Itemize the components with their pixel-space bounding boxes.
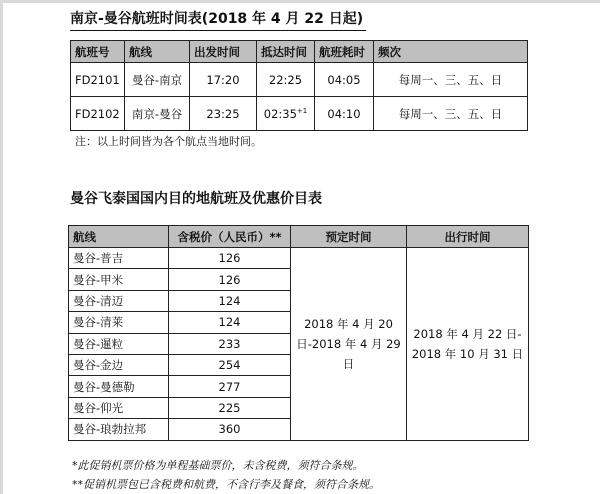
footnote-single: *此促销机票价格为单程基础票价，未含税费，须符合条规。 (72, 459, 364, 472)
header-duration: 航班耗时 (315, 41, 374, 63)
route: 曼谷-曼德勒 (69, 376, 169, 397)
duration: 04:10 (315, 97, 374, 131)
route: 曼谷-清迈 (69, 290, 169, 311)
route: 曼谷-普吉 (69, 248, 169, 269)
header-flight-no: 航班号 (71, 41, 125, 63)
arrival-time-value: 02:35 (263, 106, 297, 121)
flight-no: FD2101 (71, 63, 125, 97)
table-row (71, 97, 528, 131)
price-table (68, 225, 529, 441)
price: 277 (169, 376, 291, 397)
route: 曼谷-甲米 (69, 269, 169, 290)
footnote-double: **促销机票包已含税费和航费，不含行李及餐食，须符合条规。 (72, 478, 380, 491)
route: 南京-曼谷 (125, 97, 190, 131)
booking-period-line: 日-2018 年 4 月 29 (296, 336, 401, 351)
frequency: 每周一、三、五、日 (374, 63, 528, 97)
route: 曼谷-金边 (69, 354, 169, 375)
price: 126 (169, 269, 291, 290)
header-travel-period: 出行时间 (407, 226, 529, 248)
price: 360 (169, 419, 291, 440)
route: 曼谷-琅勃拉邦 (69, 419, 169, 440)
header-booking-period: 预定时间 (291, 226, 407, 248)
travel-period-line: 2018 年 10 月 31 日 (411, 346, 524, 361)
price: 254 (169, 354, 291, 375)
page-frame-left (0, 0, 3, 494)
header-departure: 出发时间 (190, 41, 257, 63)
booking-period (291, 248, 407, 441)
flight-no: FD2102 (71, 97, 125, 131)
price: 124 (169, 290, 291, 311)
travel-period (407, 248, 529, 441)
day-offset: +1 (296, 106, 308, 115)
price: 124 (169, 312, 291, 333)
route: 曼谷-清莱 (69, 312, 169, 333)
price: 233 (169, 333, 291, 354)
departure-time: 17:20 (190, 63, 257, 97)
route: 曼谷-仰光 (69, 397, 169, 418)
travel-period-line: 2018 年 4 月 22 日- (413, 326, 522, 341)
arrival-time-value: 22:25 (268, 72, 303, 87)
route: 曼谷-南京 (125, 63, 190, 97)
frequency: 每周一、三、五、日 (374, 97, 528, 131)
schedule-table (70, 40, 528, 131)
header-route: 航线 (125, 41, 190, 63)
booking-period-line: 2018 年 4 月 20 (304, 316, 393, 331)
price: 225 (169, 397, 291, 418)
arrival-time (257, 63, 315, 97)
departure-time: 23:25 (190, 97, 257, 131)
route: 曼谷-暹粒 (69, 333, 169, 354)
time-note: 注：以上时间皆为各个航点当地时间。 (75, 135, 262, 148)
booking-period-line: 日 (342, 356, 355, 371)
header-frequency: 频次 (374, 41, 528, 63)
schedule-header-row (71, 41, 528, 63)
header-price: 含税价（人民币）** (169, 226, 291, 248)
header-arrival: 抵达时间 (257, 41, 315, 63)
table-row (69, 248, 529, 269)
table-row (71, 63, 528, 97)
header-route: 航线 (69, 226, 169, 248)
arrival-time (257, 97, 315, 131)
schedule-title: 南京-曼谷航班时间表(2018 年 4 月 22 日起) (70, 8, 366, 31)
price: 126 (169, 248, 291, 269)
price-header-row (69, 226, 529, 248)
page-frame-top (0, 0, 600, 3)
duration: 04:05 (315, 63, 374, 97)
price-list-title: 曼谷飞泰国国内目的地航班及优惠价目表 (70, 191, 322, 207)
